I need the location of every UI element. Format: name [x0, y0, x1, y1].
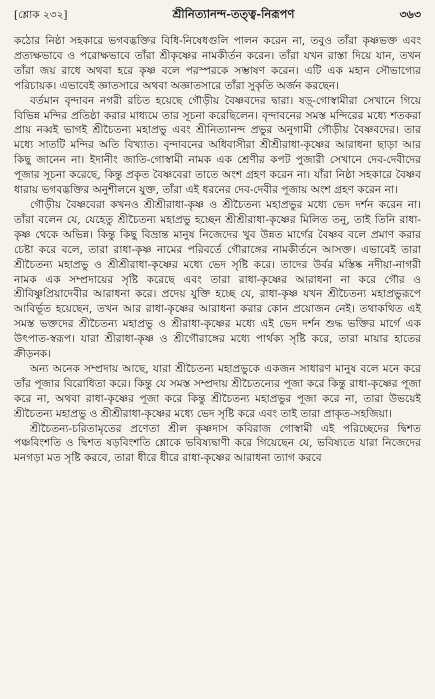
- page-number: ৩৬৩: [399, 8, 421, 21]
- paragraph: কঠোর নিষ্ঠা সহকারে ভগবদ্ভক্তির বিধি-নিষেধগুলি পালন করেন না, তবুও তাঁরা কৃষ্ণভক্ত এবং প্রত্যক্ষভাবে ও পরোক্ষভাবে তাঁরা শ্রীকৃষ্ণের নামকীর্তন করেন। তাঁরা যখন রাস্তা দিয়ে যান, তখন তাঁরা জয় রাধে অথবা হরে কৃষ্ণ বলে পরস্পরকে সম্ভাষণ করেন। এটি এক মহান সৌভাগ্যের পরিচায়ক। এভাবেই জ্ঞাতসারে অথবা অজ্ঞাতসারে তাঁরা সুকৃতি অর্জন করছেন।: [14, 35, 421, 92]
- page-header: [14, 6, 421, 28]
- paragraph: বর্তমান বৃন্দাবন নগরী রচিত হয়েছে গৌড়ীয় বৈষ্ণবদের দ্বারা। ষড়্-গোস্বামীরা সেখানে গিয়ে বিভিন্ন মন্দির প্রতিষ্ঠা করার মাধ্যমে তার সূচনা করেছিলেন। বৃন্দাবনের সমস্ত মন্দিরের মধ্যে শতকরা প্রায় নব্বই ভাগই শ্রীচৈতন্য মহাপ্রভু এবং শ্রীনিত্যানন্দ প্রভুর অনুগামী গৌড়ীয় বৈষ্ণবদের। তার মধ্যে সাতটি মন্দির অতি বিখ্যাত। বৃন্দাবনের অধিবাসীরা শ্রীশ্রীরাধা-কৃষ্ণের আরাধনা ছাড়া আর কিছু জানেন না। ইদানীং জাতি-গোস্বামী নামক এক শ্রেণীর কপট পুজারী সেখানে দেব-দেবীদের পূজার সূচনা করেছে, কিন্তু প্রকৃত বৈষ্ণবেরা তাতে অংশ গ্রহণ করেন না। যাঁরা নিষ্ঠা সহকারে বৈষ্ণব ধারায় ভগবদ্ভক্তির অনুশীলনে যুক্ত, তাঁরা এই ধরনের দেব-দেবীর পূজায় অংশ গ্রহণ করেন না।: [14, 94, 421, 197]
- paragraph: গৌড়ীয় বৈষ্ণবেরা কখনও শ্রীশ্রীরাধা-কৃষ্ণ ও শ্রীচৈতন্য মহাপ্রভুর মধ্যে ভেদ দর্শন করেন না। তাঁরা বলেন যে, যেহেতু শ্রীচৈতন্য মহাপ্রভু হচ্ছেন শ্রীশ্রীরাধা-কৃষ্ণের মিলিত তনু, তাই তিনি রাধা-কৃষ্ণ থেকে অভিন্ন। কিন্তু কিছু বিভ্রান্ত মানুষ নিজেদের খুব উন্নত মার্গের বৈষ্ণব বলে প্রমাণ করার চেষ্টা করে বলে, তারা রাধা-কৃষ্ণ নামের পরিবর্তে গৌরাঙ্গের নামকীর্তনে আসক্ত। এভাবেই তারা শ্রীচৈতন্য মহাপ্রভু ও শ্রীশ্রীরাধা-কৃষ্ণের মধ্যে ভেদ সৃষ্টি করে। তাদের উর্বর মস্তিষ্ক নদীয়া-নাগরী নামক এক সম্প্রদায়ের সৃষ্টি করেছে এবং তারা রাধা-কৃষ্ণের আরাধনা না করে গৌর ও শ্রীবিষ্ণুপ্রিয়াদেবীর আরাধনা করে। প্রদেয় যুক্তি হচ্ছে যে, রাধা-কৃষ্ণ যখন শ্রীচৈতন্য মহাপ্রভুরূপে আবির্ভূত হয়েছেন, তখন আর রাধা-কৃষ্ণের আরাধনা করার কোন প্রয়োজন নেই। তথাকথিত এই সমস্ত ভক্তদের শ্রীচৈতন্য মহাপ্রভু ও শ্রীরাধা-কৃষ্ণের মধ্যে এই ভেদ দর্শন শুদ্ধ ভক্তির মার্গে এক উৎপাত-স্বরূপ। যারা শ্রীরাধা-কৃষ্ণ ও শ্রীগৌরাঙ্গের মধ্যে পার্থক্য সৃষ্টি করে, তারা মায়ার হাতের ক্রীড়নক।: [14, 198, 421, 361]
- paragraph: অন্য অনেক সম্প্রদায় আছে, যারা শ্রীচৈতন্য মহাপ্রভুকে একজন সাধারণ মানুষ বলে মনে করে তাঁর পূজার বিরোধিতা করে। কিন্তু যে সমস্ত সম্প্রদায় শ্রীচৈতন্যের পূজা করে কিন্তু রাধা-কৃষ্ণের পূজা করে না, অথবা রাধা-কৃষ্ণের পূজা করে কিন্তু শ্রীচৈতন্য মহাপ্রভুর পূজা করে না, তারা উভয়েই শ্রীচৈতন্য মহাপ্রভু ও শ্রীশ্রীরাধা-কৃষ্ণের মধ্যে ভেদ সৃষ্টি করে এবং তাই তারা প্রাকৃত-সহজিয়া।: [14, 362, 421, 420]
- body-text: [14, 34, 421, 466]
- verse-reference: [শ্লোক ২৩২]: [14, 9, 68, 21]
- paragraph: শ্রীচৈতন্য-চরিতামৃতের প্রণেতা শ্রীল কৃষ্ণদাস কবিরাজ গোস্বামী এই পরিচ্ছেদের দ্বিশত পঞ্চবিংশতি ও দ্বিশত ষড়বিংশতি শ্লোকে ভবিষ্যদ্বাণী করে গিয়েছেন যে, ভবিষ্যতে যারা নিজেদের মনগড়া মত সৃষ্টি করবে, তারা ধীরে ধীরে রাধা-কৃষ্ণের আরাধনা ত্যাগ করবে: [14, 422, 421, 465]
- running-title: শ্রীনিত্যানন্দ-তত্ত্ব-নিরূপণ: [172, 7, 295, 21]
